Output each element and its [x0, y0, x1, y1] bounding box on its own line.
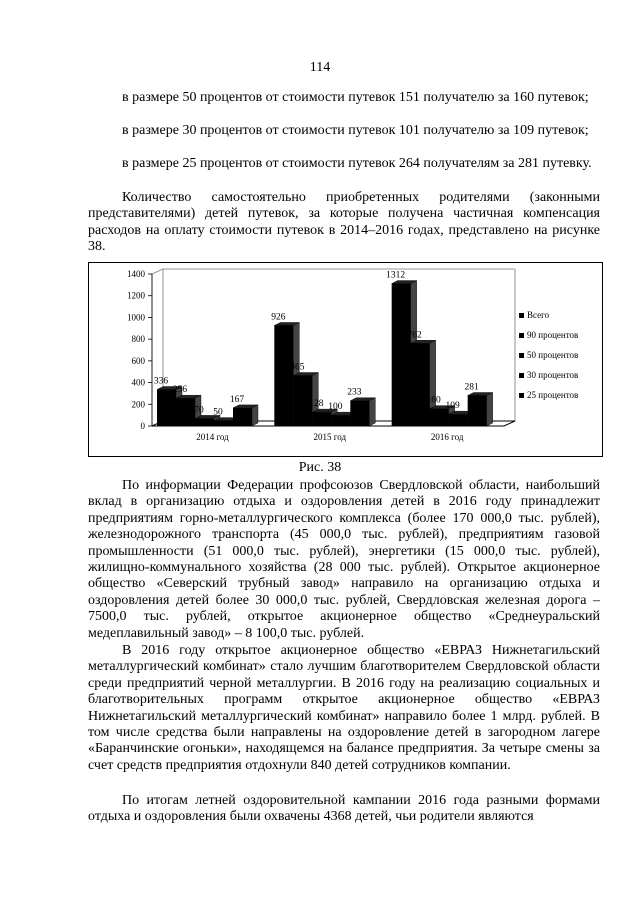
bar — [331, 415, 350, 426]
bar — [449, 414, 468, 426]
legend-label: 50 процентов — [527, 350, 579, 360]
y-tick-label: 1400 — [127, 269, 145, 279]
figure-caption: Рис. 38 — [298, 460, 342, 475]
chart-back-edge — [163, 269, 515, 421]
bar — [312, 412, 331, 426]
legend-label: 90 процентов — [527, 330, 579, 340]
bar — [468, 395, 487, 426]
legend-label: Всего — [527, 310, 550, 320]
legend-label: 30 процентов — [527, 370, 579, 380]
x-category-label: 2016 год — [430, 432, 464, 442]
bar — [274, 325, 293, 426]
paragraph-chart-intro: Количество самостоятельно приобретенных родителями (законными представителями) детей путевок, за которые получена частичная компенсация расходов на оплату стоимости путевок в 2014–2016 годах, представлено на рисунке 38. — [88, 190, 600, 255]
bar-chart — [89, 263, 604, 458]
data-label: 336 — [153, 376, 169, 387]
y-tick-label: 400 — [131, 377, 145, 388]
legend-marker — [519, 333, 524, 338]
data-label: 167 — [229, 394, 245, 405]
data-label: 100 — [328, 402, 343, 413]
bar — [430, 409, 449, 426]
legend-label: 25 процентов — [527, 390, 579, 400]
paragraph-50-percent: в размере 50 процентов от стоимости путевок 151 получателю за 160 путевок; — [122, 90, 589, 105]
y-tick-label: 1200 — [127, 290, 145, 301]
bar-side — [369, 398, 375, 426]
bar — [176, 398, 195, 426]
y-tick-label: 200 — [131, 399, 145, 410]
legend-marker — [519, 353, 524, 358]
data-label: 926 — [271, 312, 286, 323]
paragraph-25-percent: в размере 25 процентов от стоимости путевок 264 получателям за 281 путевку. — [122, 156, 592, 171]
bar — [411, 343, 430, 426]
data-label: 128 — [309, 399, 324, 410]
bar — [392, 284, 411, 426]
data-label: 465 — [290, 362, 305, 373]
paragraph-summer-campaign: По итогам летней оздоровительной кампании 2016 года разными формами отдыха и оздоровления были охвачены 4368 детей, чьи родители являются — [88, 793, 600, 825]
bar — [214, 421, 233, 426]
page-number: 114 — [309, 60, 331, 75]
data-label: 762 — [407, 330, 422, 341]
data-label: 281 — [464, 382, 479, 393]
data-label: 233 — [347, 387, 362, 398]
bar — [233, 408, 252, 426]
data-label: 109 — [445, 401, 460, 412]
bar — [195, 418, 214, 426]
paragraph-30-percent: в размере 30 процентов от стоимости путевок 101 получателю за 109 путевок; — [122, 123, 589, 138]
bar-side — [487, 392, 493, 426]
bar-side — [252, 405, 258, 426]
figure-38-chart — [88, 262, 603, 457]
data-label: 70 — [194, 405, 204, 416]
paragraph-trade-unions: По информации Федерации профсоюзов Свердловской области, наибольший вклад в организацию отдыха и оздоровления детей в 2016 году принадлежит предприятиям горно-металлургического комплекса (более 170 000,0 тыс. рублей), железнодорожного транспорта (45 000,0 тыс. рублей), предприятиям газовой промышленности (51 000,0 тыс. рублей), энергетики (15 000,0 тыс. рублей), жилищно-коммунального хозяйства (28 000 тыс. рублей). Открытое акционерное общество «Северский трубный завод» направило на организацию отдыха и оздоровления детей более 30 000,0 тыс. рублей, Свердловская железная дорога – 7500,0 тыс. рублей, открытое акционерное общество «Среднеуральский медеплавильный завод» – 8 100,0 тыс. рублей. — [88, 478, 600, 641]
y-tick-label: 0 — [140, 421, 145, 431]
paragraph-evraz: В 2016 году открытое акционерное общество «ЕВРАЗ Нижнетагильский металлургический комбинат» стало лучшим благотворителем Свердловской области среди предприятий черной металлургии. В 2016 году на реализацию социальных и благотворительных программ открытое акционерное общество «ЕВРАЗ Нижнетагильский металлургический комбинат» направило более 1 млрд. рублей. В том числе средства были направлены на оздоровление детей в загородном лагере «Баранчинские огоньки», находящемся на балансе предприятия. За четыре смены за счет средств предприятия отдохнули 840 детей сотрудников компании. — [88, 643, 600, 773]
y-tick-label: 1000 — [127, 312, 145, 323]
y-tick-label: 800 — [131, 334, 145, 345]
data-label: 160 — [426, 395, 441, 406]
data-label: 256 — [172, 385, 188, 396]
x-category-label: 2014 год — [196, 432, 229, 442]
y-tick-label: 600 — [131, 355, 145, 366]
data-label: 1312 — [386, 270, 406, 281]
legend-marker — [519, 313, 524, 318]
legend-marker — [519, 393, 524, 398]
bar — [350, 401, 369, 426]
data-label: 50 — [213, 407, 223, 418]
legend-marker — [519, 373, 524, 378]
x-category-label: 2015 год — [313, 432, 347, 442]
